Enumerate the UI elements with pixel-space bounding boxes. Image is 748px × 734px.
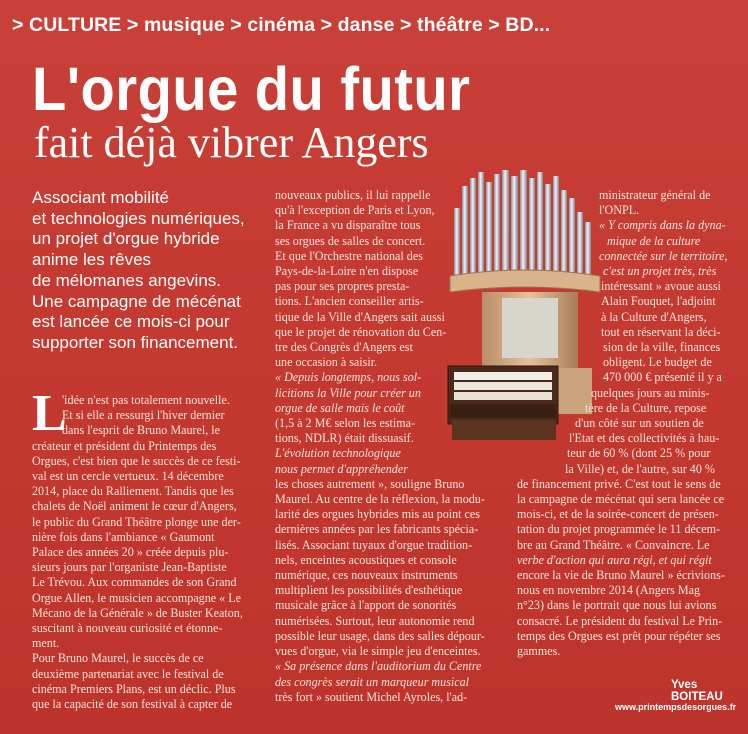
column-line: une occasion à saisir.: [275, 355, 378, 370]
column-line: sieurs jours par l'organiste Jean-Baptiste: [32, 560, 227, 575]
column-line: multiplient les possibilités d'esthétique: [275, 583, 463, 598]
quote-line: connectée sur le territoire,: [599, 248, 728, 263]
column-line: gammes.: [517, 644, 561, 659]
column-line: nous en novembre 2014 (Angers Mag: [517, 583, 701, 598]
lead-line: et technologies numériques,: [32, 208, 245, 228]
column-line: tation du projet programmée le 11 décem-: [517, 522, 721, 537]
column-line: deuxième partenariat avec le festival de: [32, 666, 224, 681]
section-breadcrumb: > CULTURE > musique > cinéma > danse > théâtre > BD...: [12, 14, 551, 36]
quote-line: « Depuis longtemps, nous sol-: [275, 370, 422, 385]
quote-line: L'évolution technologique: [275, 446, 401, 461]
article-column-1: [32, 385, 264, 712]
column-line: Maurel. Au centre de la réflexion, la modu-: [275, 492, 485, 507]
column-line: nouveaux publics, il lui rappelle: [275, 188, 431, 202]
lead-line: un projet d'orgue hybride: [32, 229, 220, 249]
column-line: Orgues, c'est bien que le succès de ce festi-: [32, 453, 241, 468]
column-line: Et si elle a ressurgi l'hiver dernier: [62, 408, 225, 423]
column-line: Orgue Allen, le musicien accompagne « Le: [32, 590, 241, 605]
column-line: suscitant à nouveau curiosité et étonne-: [32, 621, 223, 636]
column-line: Mécano de la Générale » de Buster Keaton,: [32, 605, 243, 620]
column-line: consacré. Le président du festival Le Prin-: [517, 613, 723, 628]
column-line: tions. L'ancien conseiller artis-: [275, 294, 424, 309]
column-line: 470 000 € présenté il y a: [603, 370, 722, 385]
column-line: sion de la ville, finances: [603, 340, 721, 355]
column-line: encore la vie de Bruno Maurel » écrivions-: [517, 568, 725, 583]
column-line: dernières années par les fabricants spécia-: [275, 522, 479, 537]
column-line: tre des Congrès d'Angers est: [275, 340, 413, 355]
lead-line: de mélomanes angevins.: [32, 270, 222, 290]
column-line: larité des orgues hybrides mis au point ces: [275, 507, 480, 522]
column-line: (1,5 à 2 M€ selon les estima-: [275, 416, 416, 431]
quote-line: c'est un projet très, très: [603, 264, 717, 279]
column-line: pas pour ses propres presta-: [275, 279, 410, 294]
column-line: dans l'esprit de Bruno Maurel, le: [62, 423, 221, 438]
quote-line: orgue de salle mais le coût: [275, 400, 405, 415]
quote-line: licitions la Ville pour créer un: [275, 385, 421, 400]
column-line: d'un côté sur un soutien de: [575, 416, 704, 431]
lead-line: Une campagne de mécénat: [32, 291, 241, 311]
lead-paragraph: [32, 188, 282, 354]
column-line: Pour Bruno Maurel, le succès de ce: [32, 651, 204, 666]
column-line: bre au Grand Théâtre. « Convaincre. Le: [517, 537, 710, 552]
column-line: créateur et président du Printemps des: [32, 438, 217, 453]
column-line: nels, enceintes acoustiques et console: [275, 552, 457, 567]
column-line: mois-ci, et de la soirée-concert de présen-: [517, 507, 719, 522]
column-line: les choses autrement », souligne Bruno: [275, 476, 465, 491]
column-line: lisés. Associant tuyaux d'orgue tradition-: [275, 537, 473, 552]
column-line: 2014, place du Ralliement. Tandis que les: [32, 484, 234, 499]
quote-line: « Sa présence dans l'auditorium du Centre: [275, 659, 482, 674]
quote-line: mique de la culture: [607, 233, 701, 248]
column-line: de financement privé. C'est tout le sens de: [517, 476, 721, 491]
column-line: n°23) dans le portrait que nous lui avions: [517, 598, 717, 613]
column-line: tère de la Culture, repose: [585, 400, 707, 415]
column-line: le public du Grand Théâtre plonge une der-: [32, 514, 241, 529]
column-line: tout en réservant la déci-: [601, 324, 721, 339]
column-line: la France a vu disparaître tous: [275, 218, 421, 233]
column-line: tique de la Ville d'Angers sait aussi: [275, 309, 445, 324]
lead-line: est lancée ce mois-ci pour: [32, 312, 230, 332]
column-line: musicale grâce à l'apport de sonorités: [275, 598, 457, 613]
column-line: ment.: [32, 636, 60, 651]
column-line: la Ville) et, de l'autre, sur 40 %: [565, 461, 716, 476]
column-line: Et que l'Orchestre national des: [275, 248, 423, 263]
column-line: numérisées. Surtout, leur autonomie rend: [275, 613, 475, 628]
column-line: vues d'orgue, via le simple jeu d'enceintes.: [275, 644, 481, 659]
drop-cap: L: [32, 385, 67, 442]
column-line: cinéma Premiers Plans, est un déclic. Plus: [32, 681, 236, 696]
column-line: quelques jours au minis-: [591, 385, 710, 400]
column-line: que le projet de rénovation du Cen-: [275, 324, 447, 339]
column-line: que la capacité de son festival à capter de: [32, 697, 233, 712]
column-line: l'Etat et des collectivités à hau-: [569, 431, 720, 446]
column-line: intéressant » avoue aussi: [601, 279, 721, 294]
column-line: qu'à l'exception de Paris et Lyon,: [275, 203, 435, 218]
article-title: L'orgue du futur: [32, 55, 471, 123]
lead-line: anime les rêves: [32, 250, 152, 270]
column-line: ses orgues de salles de concert.: [275, 233, 426, 248]
column-line: numérique, ces nouveaux instruments: [275, 568, 458, 583]
column-line: tions, NDLR) était dissuasif.: [275, 431, 414, 446]
quote-line: verbe d'action qui aura régi, et qui régit: [517, 552, 712, 567]
column-line: la campagne de mécénat qui sera lancée ce: [517, 492, 725, 507]
article-subtitle: fait déjà vibrer Angers: [34, 118, 429, 167]
column-line: 'idée n'est pas totalement nouvelle.: [62, 393, 230, 407]
column-line: obligent. Le budget de: [603, 355, 712, 370]
article-column-3: [517, 188, 747, 659]
author-byline: Yves BOITEAU: [671, 679, 723, 703]
column-line: très fort » soutient Michel Ayroles, l'ad-: [275, 689, 468, 704]
column-line: l'ONPL.: [599, 203, 640, 218]
quote-line: « Y compris dans la dyna-: [599, 218, 726, 233]
column-line: chalets de Noël animent le cœur d'Angers,: [32, 499, 237, 514]
website-link[interactable]: www.printempsdesorgues.fr: [615, 702, 737, 712]
column-line: ministrateur général de: [599, 188, 711, 202]
column-line: possible leur usage, dans des salles dépour-: [275, 628, 485, 643]
column-line: à la Culture d'Angers,: [601, 309, 707, 324]
lead-line: Associant mobilité: [32, 188, 170, 207]
lead-line: supporter son financement.: [32, 332, 239, 352]
column-line: Palace des années 20 » créée depuis plu-: [32, 545, 229, 560]
column-line: Alain Fouquet, l'adjoint: [601, 294, 716, 309]
column-line: val est un cercle vertueux. 14 décembre: [32, 469, 224, 484]
column-line: Pays-de-la-Loire n'en dispose: [275, 264, 419, 279]
column-line: teur de 60 % (dont 25 % pour: [567, 446, 711, 461]
column-line: Le Trévou. Aux commandes de son Grand: [32, 575, 237, 590]
article-column-2: [275, 188, 507, 705]
column-line: temps des Orgues est prêt pour répéter ses: [517, 628, 721, 643]
quote-line: nous permet d'appréhender: [275, 461, 408, 476]
column-line: nière fois dans l'ambiance « Gaumont: [32, 529, 215, 544]
quote-line: des congrès serait un marqueur musical: [275, 674, 470, 689]
